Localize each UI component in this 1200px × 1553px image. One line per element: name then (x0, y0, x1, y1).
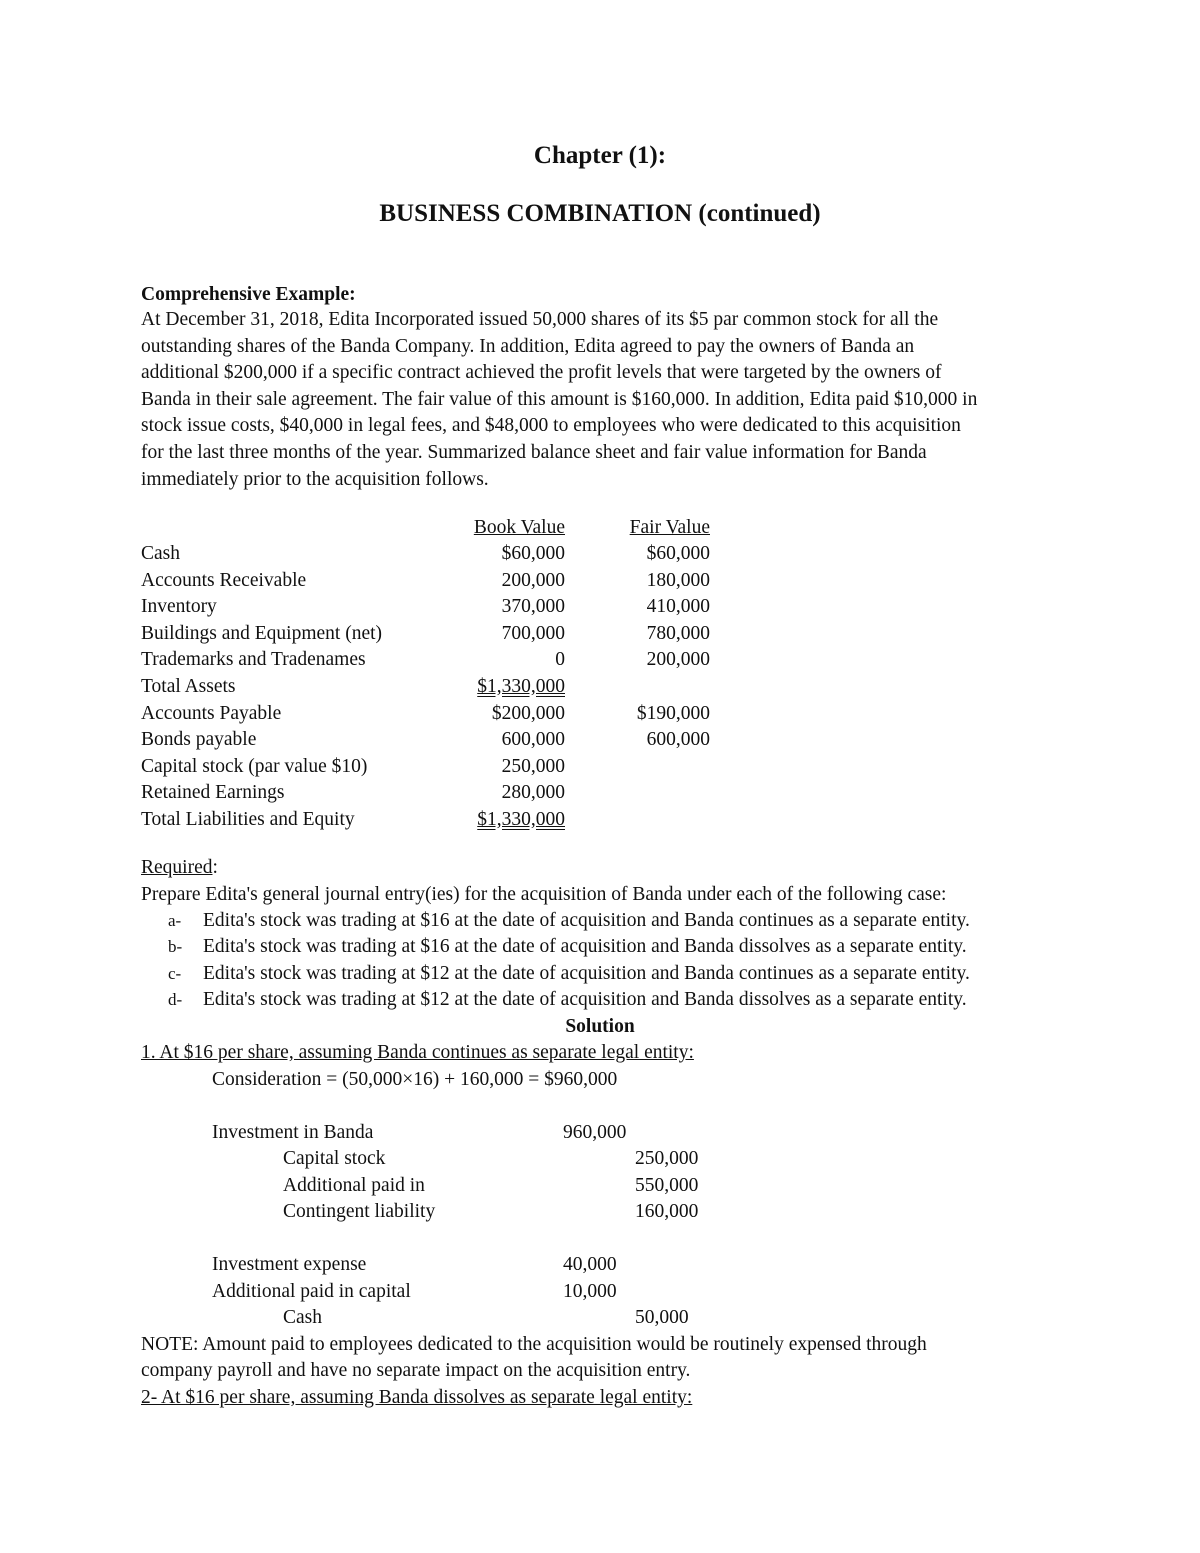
fair-value-cell: $60,000 (646, 543, 710, 564)
row-label: Cash (141, 543, 180, 564)
solution-heading: Solution (565, 1016, 635, 1037)
row-label: Accounts Payable (141, 703, 282, 724)
required-heading: Required: (141, 857, 218, 878)
note-line: NOTE: Amount paid to employees dedicated to the acquisition would be routinely expensed through (141, 1334, 927, 1355)
book-value-cell: $60,000 (501, 543, 565, 564)
fair-value-cell: $190,000 (636, 703, 710, 724)
credit-amount: 50,000 (635, 1307, 689, 1328)
chapter-heading: Chapter (1): (533, 142, 667, 169)
book-value-cell (420, 674, 565, 701)
case1-heading: 1. At $16 per share, assuming Banda continues as separate legal entity: (141, 1042, 694, 1063)
credit-amount: 160,000 (635, 1201, 699, 1222)
fair-value-cell: 180,000 (646, 570, 710, 591)
row-label: Retained Earnings (141, 782, 285, 803)
book-value-cell: 700,000 (501, 623, 565, 644)
list-text: Edita's stock was trading at $12 at the date of acquisition and Banda dissolves as a separate entity. (203, 989, 967, 1010)
row-label: Total Assets (141, 676, 236, 697)
example-line: stock issue costs, $40,000 in legal fees, and $48,000 to employees who were dedicated to this acquisition (141, 415, 961, 436)
credit-amount: 550,000 (635, 1175, 699, 1196)
row-label: Trademarks and Tradenames (141, 649, 366, 670)
fair-value-header: Fair Value (629, 517, 710, 538)
list-marker: a- (168, 911, 182, 930)
account-name: Investment expense (212, 1254, 367, 1275)
fair-value-cell: 410,000 (646, 596, 710, 617)
book-value-cell: 0 (555, 649, 565, 670)
row-label: Accounts Receivable (141, 570, 307, 591)
row-label: Bonds payable (141, 729, 257, 750)
debit-amount: 10,000 (563, 1281, 617, 1302)
required-intro: Prepare Edita's general journal entry(ies) for the acquisition of Banda under each of the following case: (141, 884, 947, 905)
example-heading: Comprehensive Example: (141, 284, 356, 305)
example-line: outstanding shares of the Banda Company. In addition, Edita agreed to pay the owners of Banda an (141, 336, 915, 357)
list-marker: d- (168, 990, 183, 1009)
fair-value-cell: 200,000 (646, 649, 710, 670)
debit-amount: 960,000 (563, 1122, 627, 1143)
account-name: Additional paid in (283, 1175, 425, 1196)
list-text: Edita's stock was trading at $16 at the date of acquisition and Banda dissolves as a separate entity. (203, 936, 967, 957)
account-name: Cash (283, 1307, 322, 1328)
credit-amount: 250,000 (635, 1148, 699, 1169)
note-line: company payroll and have no separate impact on the acquisition entry. (141, 1360, 691, 1381)
book-value-cell: 250,000 (501, 756, 565, 777)
list-text: Edita's stock was trading at $16 at the date of acquisition and Banda continues as a separate entity. (203, 910, 970, 931)
page-title: BUSINESS COMBINATION (continued) (379, 200, 821, 227)
example-line: additional $200,000 if a specific contract achieved the profit levels that were targeted by the owners of (141, 362, 942, 383)
total-assets-value: $1,330,000 (477, 676, 565, 697)
row-label: Inventory (141, 596, 217, 617)
case2-heading: 2- At $16 per share, assuming Banda dissolves as separate legal entity: (141, 1387, 693, 1408)
book-value-cell: $200,000 (491, 703, 565, 724)
example-line: At December 31, 2018, Edita Incorporated issued 50,000 shares of its $5 par common stock for all the (141, 309, 939, 330)
total-liabilities-value: $1,330,000 (477, 809, 565, 830)
account-name: Contingent liability (283, 1201, 436, 1222)
debit-amount: 40,000 (563, 1254, 617, 1275)
fair-value-cell: 780,000 (646, 623, 710, 644)
book-value-cell: 200,000 (501, 570, 565, 591)
book-value-cell: 370,000 (501, 596, 565, 617)
example-line: for the last three months of the year. Summarized balance sheet and fair value information for Banda (141, 442, 927, 463)
example-line: immediately prior to the acquisition follows. (141, 469, 489, 490)
book-value-cell: 600,000 (501, 729, 565, 750)
book-value-cell: 280,000 (501, 782, 565, 803)
example-line: Banda in their sale agreement. The fair value of this amount is $160,000. In addition, Edita paid $10,000 in (141, 389, 978, 410)
account-name: Capital stock (283, 1148, 386, 1169)
book-value-header: Book Value (473, 517, 565, 538)
list-marker: c- (168, 964, 182, 983)
consideration-formula: Consideration = (50,000×16) + 160,000 = $960,000 (212, 1069, 618, 1090)
list-marker: b- (168, 937, 183, 956)
row-label: Total Liabilities and Equity (141, 809, 355, 830)
account-name: Investment in Banda (212, 1122, 374, 1143)
account-name: Additional paid in capital (212, 1281, 411, 1302)
row-label: Capital stock (par value $10) (141, 756, 368, 777)
list-text: Edita's stock was trading at $12 at the date of acquisition and Banda continues as a separate entity. (203, 963, 970, 984)
fair-value-cell: 600,000 (646, 729, 710, 750)
book-value-cell (420, 807, 565, 834)
row-label: Buildings and Equipment (net) (141, 623, 383, 644)
